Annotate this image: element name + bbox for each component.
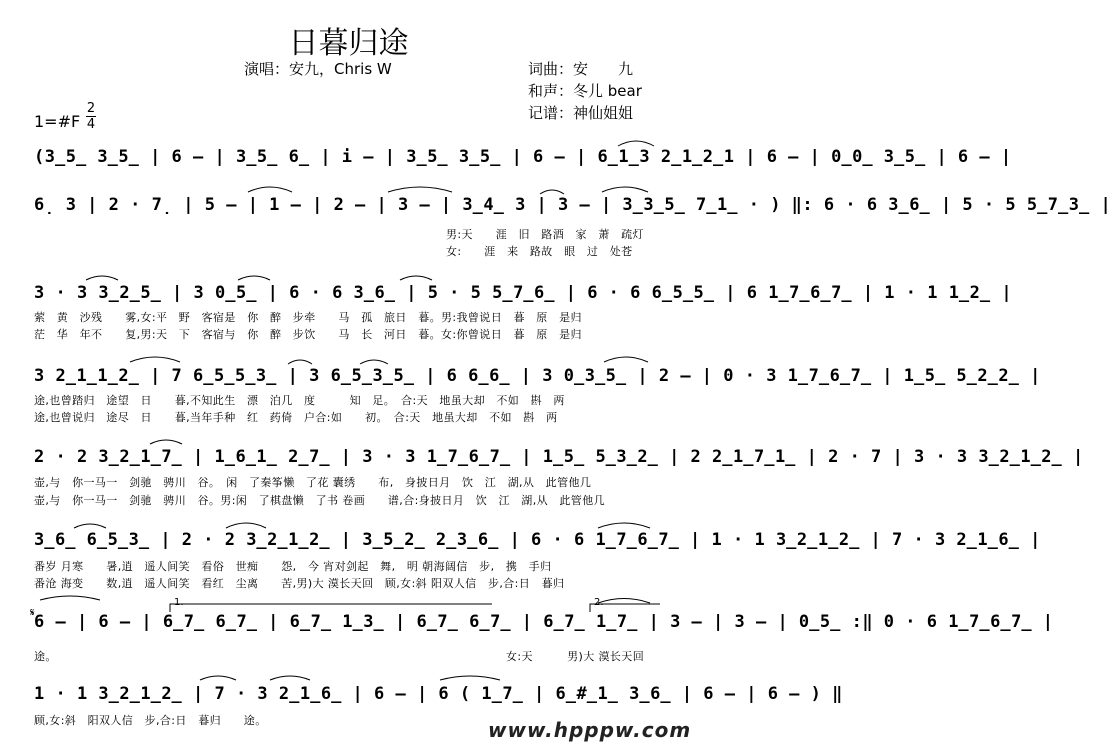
lyrics-row-4-line-2: 途,也曾说归 途尽 日 暮,当年手种 红 药倚 户合:如 初。 合:天 地虽大却 不如 斟 两: [34, 411, 558, 424]
transcriber-credit: 记谱：神仙姐姐: [528, 104, 634, 122]
slur-mark: [288, 360, 312, 364]
slur-mark: [602, 187, 648, 192]
notation-row-6: 3̲6̲ 6̲5̲3̲ | 2 · 2 3̲2̲1̲2̲ | 3̲5̲2̲ 2̲3̲6̲ | 6 · 6 1̲7̲6̲7̲ | 1 · 1 3̲2̲1̲2̲ | 7 · 3 2̲1̲6̲ |: [34, 530, 1041, 550]
lyrics-row-4-line-1: 途,也曾踏归 途望 日 暮,不知此生 漂 泊几 度 知 足。 合:天 地虽大却 不如 斟 两: [34, 394, 565, 407]
slur-mark: [226, 523, 266, 528]
harmony-credit: 和声：冬儿 bear: [528, 82, 642, 100]
slur-mark: [200, 676, 236, 680]
notation-row-4: 3 2̲1̲1̲2̲ | 7 6̲5̲5̲3̲ | 3 6̲5̲3̲5̲ | 6 6̲6̲ | 3 0̲3̲5̲ | 2 – | 0 · 3 1̲7̲6̲7̲ | 1̲5̲ 5̲2̲2̲ |: [34, 366, 1041, 386]
notation-row-3: 3 · 3 3̲2̲5̲ | 3 0̲5̲ | 6 · 6 3̲6̲ | 5 · 5 5̲7̲6̲ | 6 · 6 6̲5̲5̲ | 6 1̲7̲6̲7̲ | 1 · 1 1̲2̲ |: [34, 283, 1013, 303]
song-title: 日暮归途: [288, 26, 409, 61]
slur-mark: [270, 676, 310, 680]
time-signature-top: 2: [86, 101, 96, 116]
time-signature-bottom: 4: [86, 117, 96, 132]
notation-row-1: (3̲5̲ 3̲5̲ | 6 – | 3̲5̲ 6̲ | i – | 3̲5̲ 3̲5̲ | 6 – | 6̲1̲3 2̲1̲2̲1 | 6 – | 0̲0̲ 3̲5̲ | 6 – |: [34, 147, 1012, 167]
slur-mark: [598, 599, 650, 604]
watermark: www.hpppw.com: [488, 718, 692, 742]
lyrics-row-5-line-1: 壶,与 你一马一 剑驰 骋川 谷。 闲 了秦筝懒 了花 囊绣 布, 身披日月 饮 江 湖,从 此管他几: [34, 476, 592, 489]
lyrics-row-3-line-1: 萦 黄 沙残 雾,女:平 野 客宿是 你 醉 步牵 马 孤 旅日 暮。男:我曾说日 暮 原 是归: [34, 311, 582, 324]
slur-mark: [40, 596, 100, 600]
slur-mark: [540, 190, 564, 194]
slur-mark: [130, 357, 180, 362]
lyrics-row-2-line-1: 男:天 涯 旧 路酒 家 萧 疏灯: [446, 228, 644, 241]
slur-mark: [150, 440, 182, 444]
lyrics-row-8-line-1: 顾,女:斜 阳双人信 步,合:日 暮归 途。: [34, 714, 267, 727]
slur-mark: [598, 523, 650, 528]
lyrics-row-7-line-1: 途。: [34, 650, 57, 663]
lyrics-row-6-line-1: 番岁 月寒 暑,逍 遥人间笑 看俗 世痴 怨, 今 宵对剑起 舞, 明 朝海阔信 步, 携 手归: [34, 560, 552, 573]
singer-credit: 演唱：安九，Chris W: [244, 60, 392, 78]
lyricist-credit: 词曲：安 九: [528, 60, 634, 78]
volta-1-bracket: [170, 604, 492, 612]
slur-mark: [388, 187, 452, 192]
time-signature: [86, 102, 96, 131]
notation-row-8: 1 · 1 3̲2̲1̲2̲ | 7 · 3 2̲1̲6̲ | 6 – | 6 ( 1̲7̲ | 6̲#̲1̲ 3̲6̲ | 6 – | 6 – ) ‖: [34, 684, 843, 704]
slur-mark: [248, 187, 292, 192]
slur-mark: [86, 276, 118, 280]
slur-mark: [618, 141, 654, 146]
lyrics-row-5-line-2: 壶,与 你一马一 剑驰 骋川 谷。男:闲 了棋盘懒 了书 卷画 谱,合:身披日月 饮 江 湖,从 此管他几: [34, 494, 605, 507]
volta-1-label: 1.: [174, 597, 184, 608]
slur-mark: [74, 524, 106, 528]
key-signature: 1=#F: [34, 112, 81, 131]
segno-mark-1: 𝄋: [30, 606, 35, 619]
slur-mark: [360, 360, 388, 364]
volta-2-label: 2.: [594, 597, 604, 608]
slur-mark: [604, 357, 648, 362]
notation-row-5: 2 · 2 3̲2̲1̲7̲ | 1̲6̲1̲ 2̲7̲ | 3 · 3 1̲7̲6̲7̲ | 1̲5̲ 5̲3̲2̲ | 2 2̲1̲7̲1̲ | 2 · 7 | 3 · 3 3̲2̲1̲2̲ |: [34, 447, 1084, 467]
lyrics-row-6-line-2: 番沧 海变 数,逍 遥人间笑 看红 尘离 苦,男)大 漠长天回 顾,女:斜 阳双人信 步,合:日 暮归: [34, 577, 565, 590]
lyrics-row-2-line-2: 女: 涯 来 路故 眼 过 处苍: [446, 245, 633, 258]
lyrics-row-7-line-2: 女:天 男)大 漠长天回: [506, 650, 645, 663]
slur-mark: [238, 276, 270, 280]
notation-row-2: 6̣ 3 | 2 · 7̣ | 5 – | 1 – | 2 – | 3 – | 3̲4̲ 3 | 3 – | 3̲3̲5̲ 7̲1̲ · ) ‖: 6 · 6 3̲6̲ | 5 · 5 5̲7̲3̲ |: [34, 195, 1111, 215]
lyrics-row-3-line-2: 茫 华 年不 复,男:天 下 客宿与 你 醉 步饮 马 长 河日 暮。女:你曾说日 暮 原 是归: [34, 328, 582, 341]
slur-mark: [400, 276, 432, 280]
slur-mark: [440, 676, 500, 680]
notation-row-7: 6 – | 6 – | 6̲7̲ 6̲7̲ | 6̲7̲ 1̲3̲ | 6̲7̲ 6̲7̲ | 6̲7̲ 1̲7̲ | 3 – | 3 – | 0̲5̲ :‖ 0 · 6 1̲7̲6̲7̲ |: [34, 612, 1054, 632]
